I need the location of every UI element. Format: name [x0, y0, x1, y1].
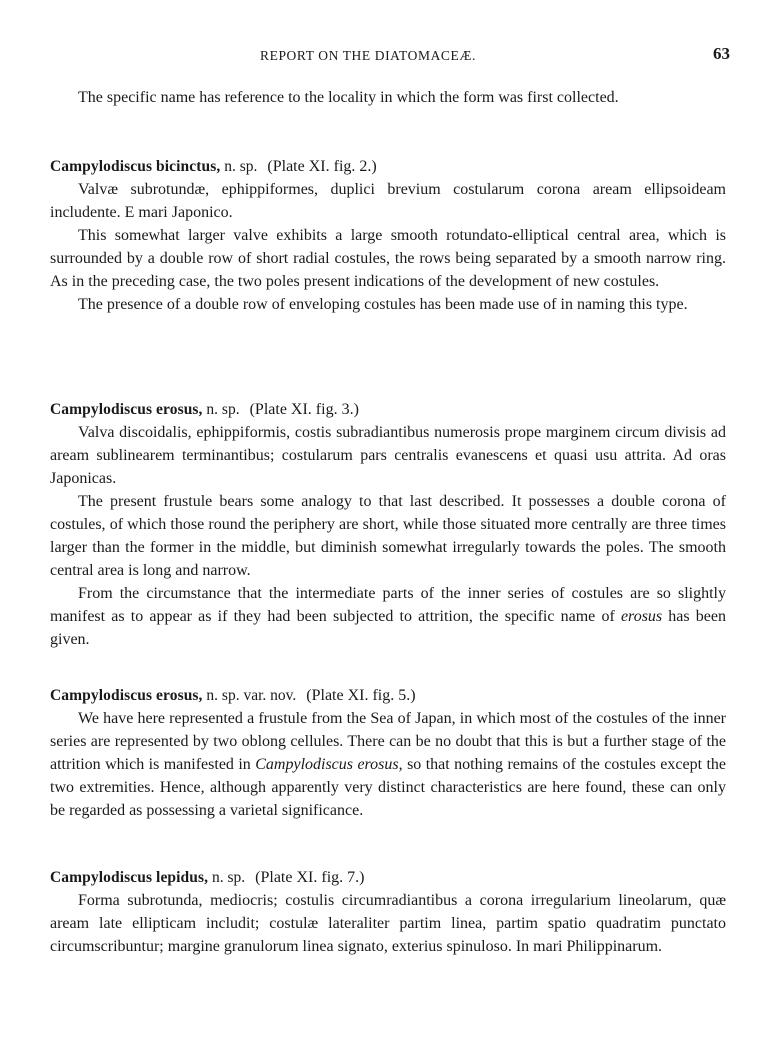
text-run: From the circumstance that the intermediate parts of the inner series of costules are so slightly manifest as to appear as if they had been subjected to attrition, the specific name of — [50, 585, 726, 625]
description-paragraph: The presence of a double row of enveloping costules has been made use of in naming this type. — [78, 296, 688, 313]
italic-term: Campylodiscus erosus, — [255, 756, 403, 773]
plate-reference: (Plate XI. fig. 5.) — [306, 687, 416, 704]
section-erosus — [50, 398, 726, 651]
species-heading — [50, 155, 726, 178]
species-designation: n. sp. — [208, 869, 246, 886]
text-run: We have here represented a frustule from the Sea of Japan, in which most of the costules of the inner series are represented by two oblong cellules. There can be no doubt that this is but a further stage of the attrition which is manifested in — [50, 710, 726, 773]
italic-term: erosus — [620, 608, 663, 625]
species-name: Campylodiscus erosus, — [50, 687, 203, 704]
species-name: Campylodiscus erosus, — [50, 401, 203, 418]
plate-reference: (Plate XI. fig. 3.) — [249, 401, 359, 418]
species-heading — [50, 866, 726, 889]
intro-block — [50, 86, 726, 109]
text-run: so that nothing remains of the costules except the two extremities. Hence, although apparently very distinct characteristics are here found, these can only be regarded as possessing a varietal significance. — [50, 756, 726, 819]
species-heading — [50, 684, 726, 707]
description-paragraph — [50, 707, 726, 822]
latin-diagnosis: Valva discoidalis, ephippiformis, costis subradiantibus numerosis prope marginem circum divisis ad aream sublinearem terminantibus; costularum pars centralis evanescens et quasi usu attrita. Ad oras Japonicas. — [50, 424, 726, 487]
description-paragraph: The present frustule bears some analogy to that last described. It possesses a double corona of costules, of which those round the periphery are short, while those situated more centrally are three times larger than the former in the middle, but diminish somewhat irregularly towards the poles. The smooth central area is long and narrow. — [50, 493, 726, 579]
page-number: 63 — [713, 44, 730, 63]
running-header — [50, 44, 730, 68]
species-name: Campylodiscus bicinctus, — [50, 158, 221, 175]
text-run: has been given. — [50, 608, 727, 648]
section-bicinctus — [50, 155, 726, 316]
plate-reference: (Plate XI. fig. 7.) — [255, 869, 365, 886]
species-designation: n. sp. var. nov. — [202, 687, 297, 704]
latin-diagnosis: Forma subrotunda, mediocris; costulis circumradiantibus a corona irregularium lineolarum, quæ aream late ellipticam includit; costulæ lateraliter partim linea, partim spatio quadratim punctato circumscribuntur; margine granulorum linea signato, exterius spinuloso. In mari Philippinarum. — [50, 892, 726, 955]
intro-paragraph: The specific name has reference to the locality in which the form was first collected. — [78, 89, 619, 106]
species-designation: n. sp. — [220, 158, 258, 175]
species-name: Campylodiscus lepidus, — [50, 869, 209, 886]
running-title: REPORT ON THE DIATOMACEÆ. — [260, 48, 476, 63]
species-designation: n. sp. — [202, 401, 240, 418]
section-erosus-variety — [50, 684, 726, 822]
description-paragraph: This somewhat larger valve exhibits a large smooth rotundato-elliptical central area, which is surrounded by a double row of short radial costules, the rows being separated by a smooth narrow ring. As in the preceding case, the two poles present indications of the development of new costules. — [50, 227, 726, 290]
species-heading — [50, 398, 726, 421]
section-lepidus — [50, 866, 726, 958]
plate-reference: (Plate XI. fig. 2.) — [267, 158, 377, 175]
description-paragraph — [50, 582, 726, 651]
latin-diagnosis: Valvæ subrotundæ, ephippiformes, duplici brevium costularum corona aream ellipsoideam includente. E mari Japonico. — [50, 181, 726, 221]
